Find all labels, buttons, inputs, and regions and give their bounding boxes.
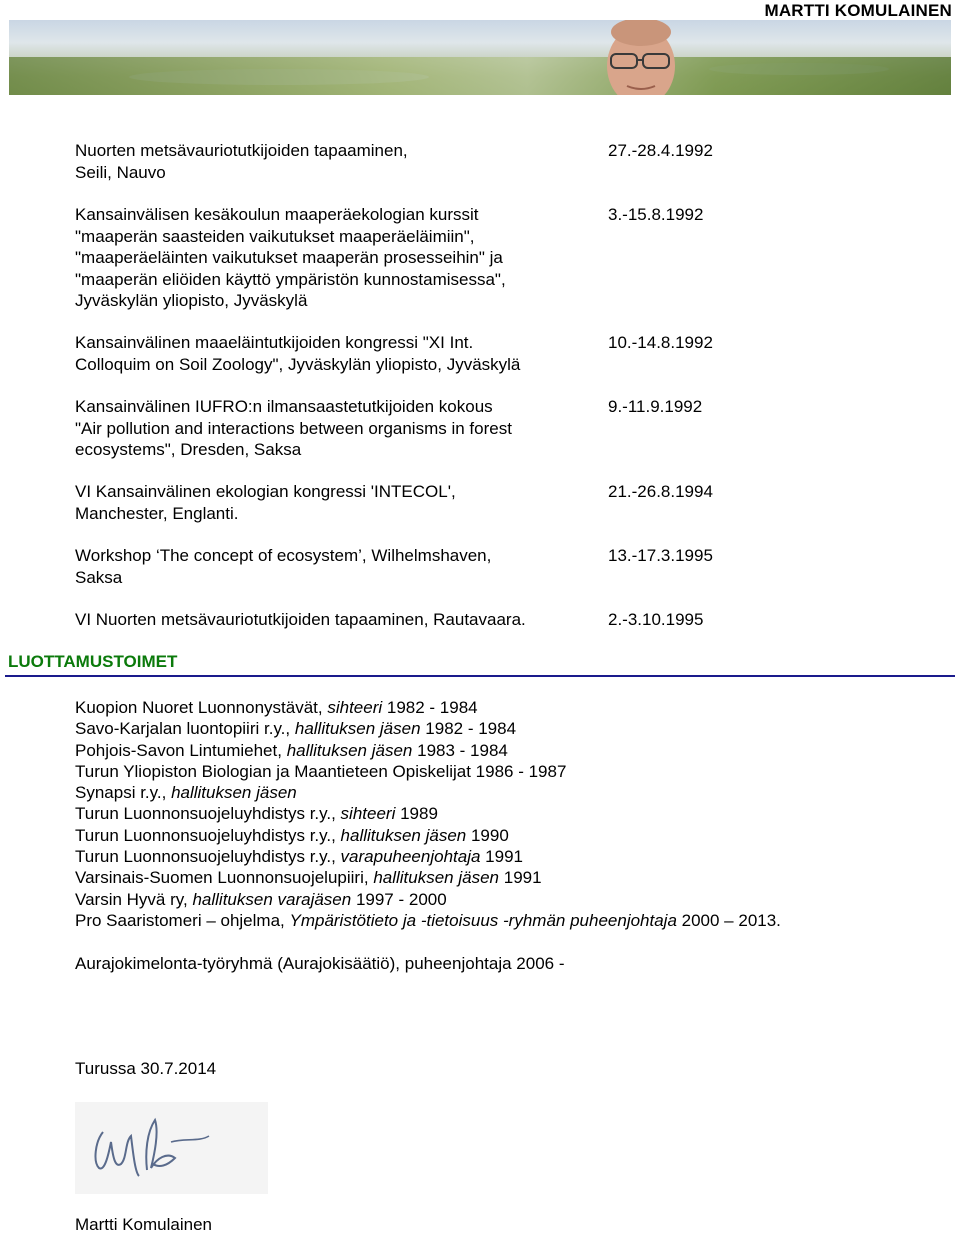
position-role: varapuheenjohtaja — [340, 847, 481, 867]
position-role: hallituksen jäsen — [340, 825, 467, 845]
position-years: 2000 – 2013. — [676, 910, 781, 930]
position-years: 1991 — [499, 868, 542, 888]
header-banner-photo — [9, 20, 951, 95]
banner-fields — [9, 57, 951, 95]
position-item — [75, 825, 781, 846]
portrait-photo — [579, 20, 699, 95]
position-role: Ympäristötieto ja -tietoisuus -ryhmän puheenjohtaja — [289, 910, 677, 930]
position-item — [75, 697, 781, 718]
conference-date: 9.-11.9.1992 — [608, 397, 703, 416]
position-years: 1989 — [395, 804, 438, 824]
position-role: hallituksen jäsen — [373, 868, 500, 888]
position-years: 1991 — [480, 847, 523, 867]
position-item — [75, 889, 781, 910]
position-organization: Turun Luonnonsuojeluyhdistys r.y., — [75, 847, 341, 867]
position-organization: Pro Saaristomeri – ohjelma, — [75, 910, 290, 930]
position-item — [75, 846, 781, 867]
conference-date: 27.-28.4.1992 — [608, 141, 713, 160]
position-years: 1997 - 2000 — [351, 889, 447, 909]
position-organization: Synapsi r.y., — [75, 783, 172, 803]
position-role: hallituksen jäsen — [286, 740, 413, 760]
conference-description: VI Kansainvälinen ekologian kongressi 'INTECOL', Manchester, Englanti. — [75, 482, 456, 523]
conference-description: Kansainvälisen kesäkoulun maaperäekologian kurssit "maaperän saasteiden vaikutukset maaperäeläimiin", "maaperäeläinten vaikutukset maaperän prosesseihin" ja "maaperän eliöiden käyttö ympäristön kunnostamisessa", Jyväskylän yliopisto, Jyväskylä — [75, 205, 506, 310]
conference-date: 13.-17.3.1995 — [608, 546, 713, 565]
conference-date: 2.-3.10.1995 — [608, 610, 704, 629]
position-item — [75, 867, 781, 888]
additional-position: Aurajokimelonta-työryhmä (Aurajokisäätiö), puheenjohtaja 2006 - — [75, 954, 565, 973]
position-organization: Pohjois-Savon Lintumiehet, — [75, 740, 287, 760]
conference-description: Nuorten metsävauriotutkijoiden tapaaminen, Seili, Nauvo — [75, 141, 408, 182]
conference-description: Kansainvälinen maaeläintutkijoiden kongressi "XI Int. Colloquim on Soil Zoology", Jyväskylän yliopisto, Jyväskylä — [75, 333, 521, 374]
position-item — [75, 910, 781, 931]
handwritten-signature — [75, 1102, 268, 1194]
position-organization: Varsinais-Suomen Luonnonsuojelupiiri, — [75, 868, 374, 888]
conference-description: VI Nuorten metsävauriotutkijoiden tapaaminen, Rautavaara. — [75, 610, 526, 629]
position-years: 1990 — [466, 825, 509, 845]
position-organization: Savo-Karjalan luontopiiri r.y., — [75, 719, 295, 739]
conference-description: Workshop ‘The concept of ecosystem’, Wilhelmshaven, Saksa — [75, 546, 492, 587]
section-heading: LUOTTAMUSTOIMET — [8, 652, 178, 671]
position-organization: Turun Yliopiston Biologian ja Maantieteen Opiskelijat 1986 - 1987 — [75, 761, 567, 781]
position-role: hallituksen jäsen — [294, 719, 421, 739]
position-role: sihteeri — [340, 804, 396, 824]
position-organization: Turun Luonnonsuojeluyhdistys r.y., — [75, 825, 341, 845]
position-item — [75, 718, 781, 739]
conference-description: Kansainvälinen IUFRO:n ilmansaastetutkijoiden kokous "Air pollution and interactions between organisms in forest ecosystems", Dresden, Saksa — [75, 397, 512, 459]
signature-scribble — [75, 1102, 268, 1194]
position-years: 1982 - 1984 — [382, 698, 478, 717]
conference-date: 21.-26.8.1994 — [608, 482, 713, 501]
position-role: sihteeri — [327, 698, 383, 717]
position-item — [75, 740, 781, 761]
position-organization: Kuopion Nuoret Luonnonystävät, — [75, 698, 328, 717]
section-divider — [5, 675, 955, 677]
place-and-date: Turussa 30.7.2014 — [75, 1059, 217, 1078]
document-header-name: MARTTI KOMULAINEN — [764, 1, 952, 20]
positions-list — [75, 697, 781, 931]
position-organization: Turun Luonnonsuojeluyhdistys r.y., — [75, 804, 341, 824]
position-organization: Varsin Hyvä ry, — [75, 889, 193, 909]
position-role: hallituksen jäsen — [171, 783, 297, 803]
conference-date: 3.-15.8.1992 — [608, 205, 704, 224]
position-item — [75, 803, 781, 824]
position-item — [75, 761, 781, 782]
position-years: 1983 - 1984 — [412, 740, 508, 760]
position-role: hallituksen varajäsen — [192, 889, 352, 909]
conference-date: 10.-14.8.1992 — [608, 333, 713, 352]
position-item — [75, 782, 781, 803]
signer-name: Martti Komulainen — [75, 1215, 213, 1234]
position-years: 1982 - 1984 — [420, 719, 517, 739]
